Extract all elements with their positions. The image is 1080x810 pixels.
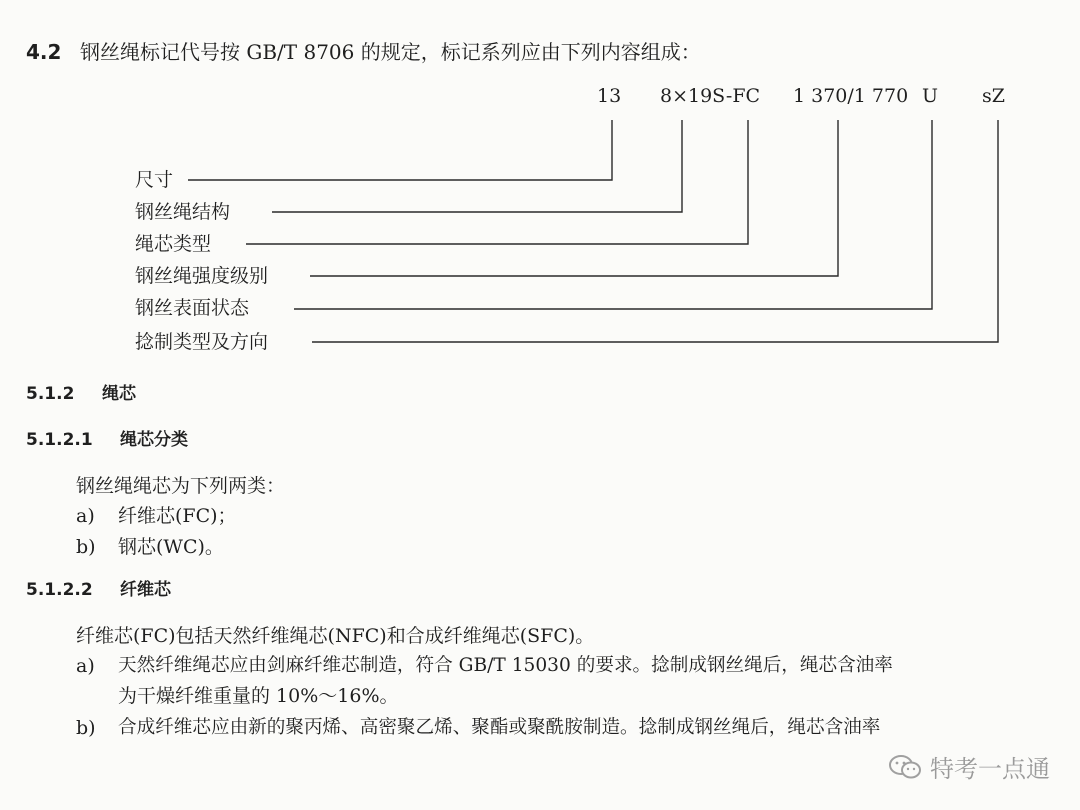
list-marker: a): [76, 505, 95, 527]
code-lay: sZ: [982, 85, 1005, 107]
section-4-2-number: 4.2: [26, 40, 62, 64]
fiber-core-intro: 纤维芯(FC)包括天然纤维绳芯(NFC)和合成纤维绳芯(SFC)。: [76, 625, 595, 647]
item-a-line-2: 为干燥纤维重量的 10%～16%。: [118, 685, 399, 707]
label-size: 尺寸: [135, 169, 174, 191]
section-4-2-text: 钢丝绳标记代号按 GB/T 8706 的规定，标记系列应由下列内容组成：: [80, 40, 701, 64]
label-strength: 钢丝绳强度级别: [135, 265, 269, 287]
code-strength: 1 370/1 770: [793, 85, 909, 107]
code-surface: U: [922, 85, 939, 107]
list-marker: a): [76, 655, 95, 677]
section-5-1-2-2-number: 5.1.2.2: [26, 580, 93, 600]
core-class-intro: 钢丝绳绳芯为下列两类：: [76, 475, 286, 497]
list-marker: b): [76, 717, 96, 739]
leader-core-type: [246, 120, 748, 244]
list-item: 钢芯(WC)。: [118, 536, 224, 558]
list-marker: b): [76, 536, 96, 558]
item-a-line-1: 天然纤维绳芯应由剑麻纤维芯制造，符合 GB/T 15030 的要求。捻制成钢丝绳后，绳芯含油率: [118, 655, 893, 676]
label-surface: 钢丝表面状态: [135, 297, 250, 319]
code-structure: 8×19S-FC: [660, 85, 761, 107]
code-size: 13: [597, 85, 622, 107]
leader-surface: [294, 120, 932, 309]
list-item: 纤维芯(FC)；: [118, 505, 237, 527]
section-5-1-2-title: 绳芯: [102, 384, 136, 404]
section-5-1-2-2-title: 纤维芯: [120, 580, 171, 600]
wechat-icon: [888, 754, 922, 780]
watermark: [888, 749, 1050, 784]
label-structure: 钢丝绳结构: [135, 201, 231, 223]
leader-size: [188, 120, 612, 180]
label-core-type: 绳芯类型: [135, 233, 212, 255]
label-lay: 捻制类型及方向: [135, 331, 269, 353]
section-5-1-2-1-title: 绳芯分类: [120, 430, 188, 450]
leader-structure: [272, 120, 682, 212]
section-5-1-2-1-number: 5.1.2.1: [26, 430, 93, 450]
section-5-1-2-number: 5.1.2: [26, 384, 75, 404]
leader-strength: [310, 120, 838, 276]
watermark-text: 特考一点通: [930, 755, 1050, 783]
item-b-line-1: 合成纤维芯应由新的聚丙烯、高密聚乙烯、聚酯或聚酰胺制造。捻制成钢丝绳后，绳芯含油率: [118, 717, 881, 738]
